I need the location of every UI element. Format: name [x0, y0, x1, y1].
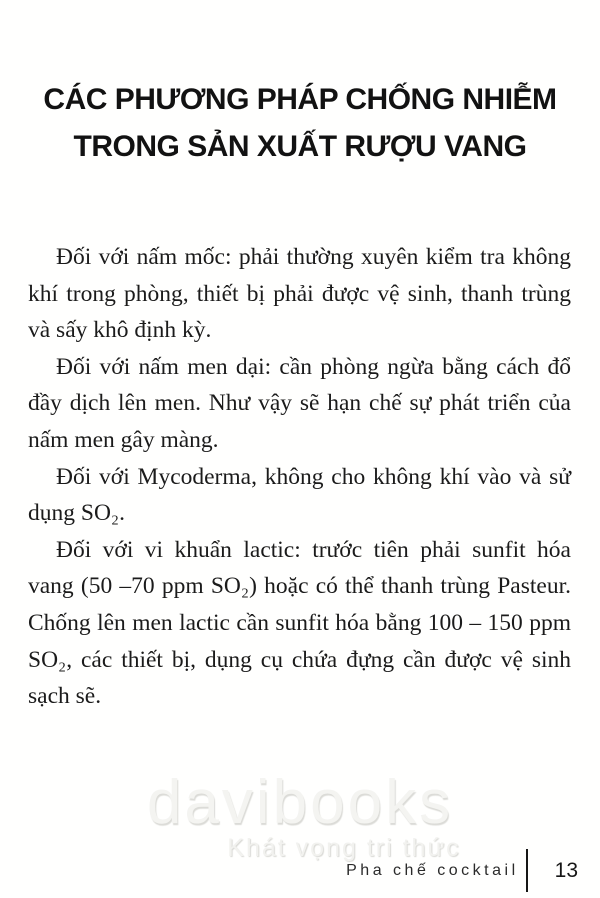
- paragraph-wild-yeast: Đối với nấm men dại: cần phòng ngừa bằng cách đổ đầy dịch lên men. Như vậy sẽ hạn chế sự phát triển của nấm men gây màng.: [28, 353, 571, 453]
- footer-page-number: 13: [554, 858, 578, 882]
- watermark-slogan-text: Khát vọng tri thức: [227, 834, 461, 862]
- footer-book-title: Pha chế cocktail: [346, 861, 519, 879]
- footer-divider-line: [526, 849, 528, 892]
- page-title-line1: CÁC PHƯƠNG PHÁP CHỐNG NHIỄM: [43, 83, 557, 116]
- page-title-line2: TRONG SẢN XUẤT RƯỢU VANG: [73, 130, 527, 163]
- paragraph-mold: Đối với nấm mốc: phải thường xuyên kiểm tra không khí trong phòng, thiết bị phải được vệ sinh, thanh trùng và sấy khô định kỳ.: [28, 244, 571, 344]
- page-title: [0, 76, 600, 170]
- body-text: [28, 239, 571, 715]
- page-footer: [346, 849, 578, 892]
- paragraph-lactic-bacteria: Đối với vi khuẩn lactic: trước tiên phải sunfit hóa vang (50 –70 ppm SO₂) hoặc có thể thanh trùng Pasteur. Chống lên men lactic cần sunfit hóa bằng 100 – 150 ppm SO₂, các thiết bị, dụng cụ chứa đựng cần được vệ sinh sạch sẽ.: [28, 536, 571, 710]
- paragraph-mycoderma: Đối với Mycoderma, không cho không khí vào và sử dụng SO₂.: [28, 463, 571, 527]
- watermark: [0, 768, 600, 862]
- watermark-brand-text: davibooks: [146, 768, 454, 837]
